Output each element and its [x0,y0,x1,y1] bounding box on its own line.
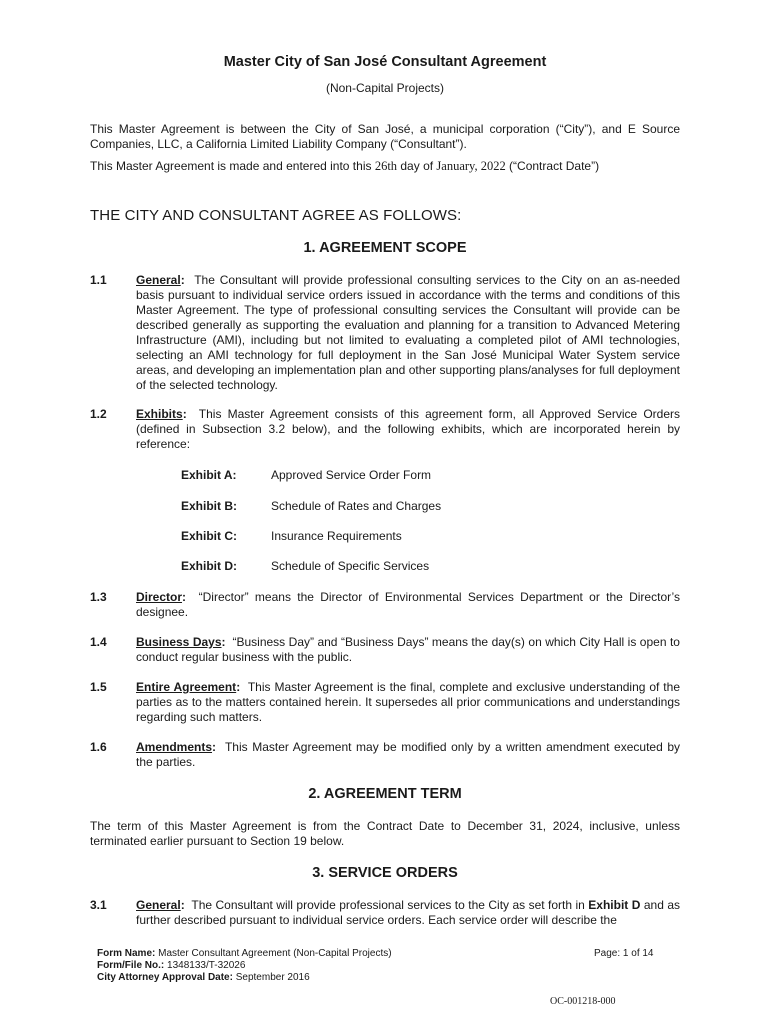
approval-label: City Attorney Approval Date: [97,972,233,983]
intro-text-before: This Master Agreement is made and entered into this [90,159,375,173]
intro-parties: This Master Agreement is between the City of San José, a municipal corporation (“City”), and E Source Companies, LLC, a California Limited Liability Company (“Consultant”). [90,122,680,151]
clause-lead: General [136,898,181,912]
clause-text: This Master Agreement is the final, complete and exclusive understanding of the parties as to the matters contained herein. It supersedes all prior communications and understandings regarding such matters. [136,680,680,724]
exhibit-label: Exhibit C: [181,529,237,543]
form-name-label: Form Name: [97,948,156,959]
exhibit-desc: Schedule of Specific Services [271,559,430,573]
clause-1-1: 1.1 General: The Consultant will provide professional consulting services to the City on an as-needed basis pursuant to individual service orders issued in accordance with the terms and conditions of this Master Agreement. The type of professional consulting services the Consultant will provide can be described generally as supporting the evaluation and planning for a transition to Advanced Metering Infrastructure (AMI), including but not limited to evaluating a completed pilot of AMI technologies, selecting an AMI technology for full deployment in the San José Municipal Water System service areas, and developing an implementation plan and other supporting plans/analyses for full deployment of the selected technology. [90,273,681,392]
form-name: Master Consultant Agreement (Non-Capital Projects) [158,948,392,959]
agreement-term-text: The term of this Master Agreement is from the Contract Date to December 31, 2024, inclusive, unless terminated earlier pursuant to Section 19 below. [90,819,680,848]
intro-text-mid: day of [397,159,437,173]
section-3-heading: 3. SERVICE ORDERS [312,865,458,881]
agree-heading: THE CITY AND CONSULTANT AGREE AS FOLLOWS: [90,207,462,224]
section-1-heading: 1. AGREEMENT SCOPE [303,240,467,256]
document-id: OC-001218-000 [550,996,616,1007]
clause-number: 1.6 [90,740,107,754]
clause-text: This Master Agreement consists of this agreement form, all Approved Service Orders (defined in Subsection 3.2 below), and the following exhibits, which are incorporated herein by reference: [136,407,680,451]
file-no: 1348133/T-32026 [167,960,246,971]
clause-text: “Director” means the Director of Environmental Services Department or the Director’s designee. [136,590,681,619]
exhibit-reference: Exhibit D [588,898,641,912]
clause-3-1: 3.1 General: The Consultant will provide professional services to the City as set forth in Exhibit D and as further described pursuant to individual service orders. Each service order will describe the [90,898,681,927]
clause-number: 3.1 [90,898,107,912]
contract-month-year: January, 2022 [436,159,506,173]
exhibit-desc: Schedule of Rates and Charges [271,499,442,513]
clause-1-6: 1.6 Amendments: This Master Agreement may be modified only by a written amendment executed by the parties. [90,740,681,769]
clause-number: 1.3 [90,590,107,604]
document-title: Master City of San José Consultant Agreement [223,54,547,70]
clause-number: 1.4 [90,635,107,649]
clause-lead: Entire Agreement [136,680,237,694]
clause-number: 1.2 [90,407,107,421]
form-footer [97,948,392,984]
clause-1-5: 1.5 Entire Agreement: This Master Agreement is the final, complete and exclusive understanding of the parties as to the matters contained herein. It supersedes all prior communications and understandings regarding such matters. [90,680,680,724]
clause-lead: Exhibits [136,407,183,421]
clause-1-4: 1.4 Business Days: “Business Day” and “Business Days” means the day(s) on which City Hall is open to conduct regular business with the public. [90,635,680,664]
exhibit-label: Exhibit D: [181,559,237,573]
clause-1-2: 1.2 Exhibits: This Master Agreement consists of this agreement form, all Approved Service Orders (defined in Subsection 3.2 below), and the following exhibits, which are incorporated herein by reference: [90,407,680,451]
clause-lead: General [136,273,181,287]
clause-number: 1.5 [90,680,107,694]
approval-date: September 2016 [235,972,310,983]
exhibit-row [181,559,429,573]
clause-number: 1.1 [90,273,107,287]
clause-text: This Master Agreement may be modified only by a written amendment executed by the parties. [136,740,681,769]
document-subtitle: (Non-Capital Projects) [325,81,445,95]
clause-1-3: 1.3 Director: “Director” means the Director of Environmental Services Department or the Director’s designee. [90,590,681,619]
exhibit-label: Exhibit B: [181,499,237,513]
exhibit-row [181,529,402,543]
intro-text-after: (“Contract Date”) [505,159,600,173]
exhibit-desc: Insurance Requirements [271,529,402,543]
intro-contract-date [90,159,680,174]
clause-lead: Director [136,590,183,604]
clause-text: “Business Day” and “Business Days” means the day(s) on which City Hall is open to conduct regular business with the public. [136,635,680,664]
clause-lead: Amendments [136,740,213,754]
clause-text: The Consultant will provide professional consulting services to the City on an as-needed basis pursuant to individual service orders issued in accordance with the terms and conditions of this Master Agreement. The type of professional consulting services the Consultant will provide can be described generally as supporting the evaluation and planning for a transition to Advanced Metering Infrastructure (AMI), including but not limited to evaluating a completed pilot of AMI technologies, selecting an AMI technology for full deployment in the San José Municipal Water System service areas, and developing an implementation plan and other supporting plans/analyses for full deployment of the selected technology. [136,273,681,392]
clause-text-cont: and as further described pursuant to individual service orders. Each service order will describe the [136,898,681,927]
exhibit-row [181,499,441,513]
exhibit-row [181,468,431,482]
clause-text: The Consultant will provide professional services to the City as set forth in [191,898,589,912]
contract-day: 26th [374,159,398,173]
file-no-label: Form/File No.: [97,960,165,971]
section-2-heading: 2. AGREEMENT TERM [308,786,462,802]
exhibit-label: Exhibit A: [181,468,237,482]
page-number: Page: 1 of 14 [594,948,654,959]
exhibit-desc: Approved Service Order Form [271,468,432,482]
clause-lead: Business Days [136,635,222,649]
